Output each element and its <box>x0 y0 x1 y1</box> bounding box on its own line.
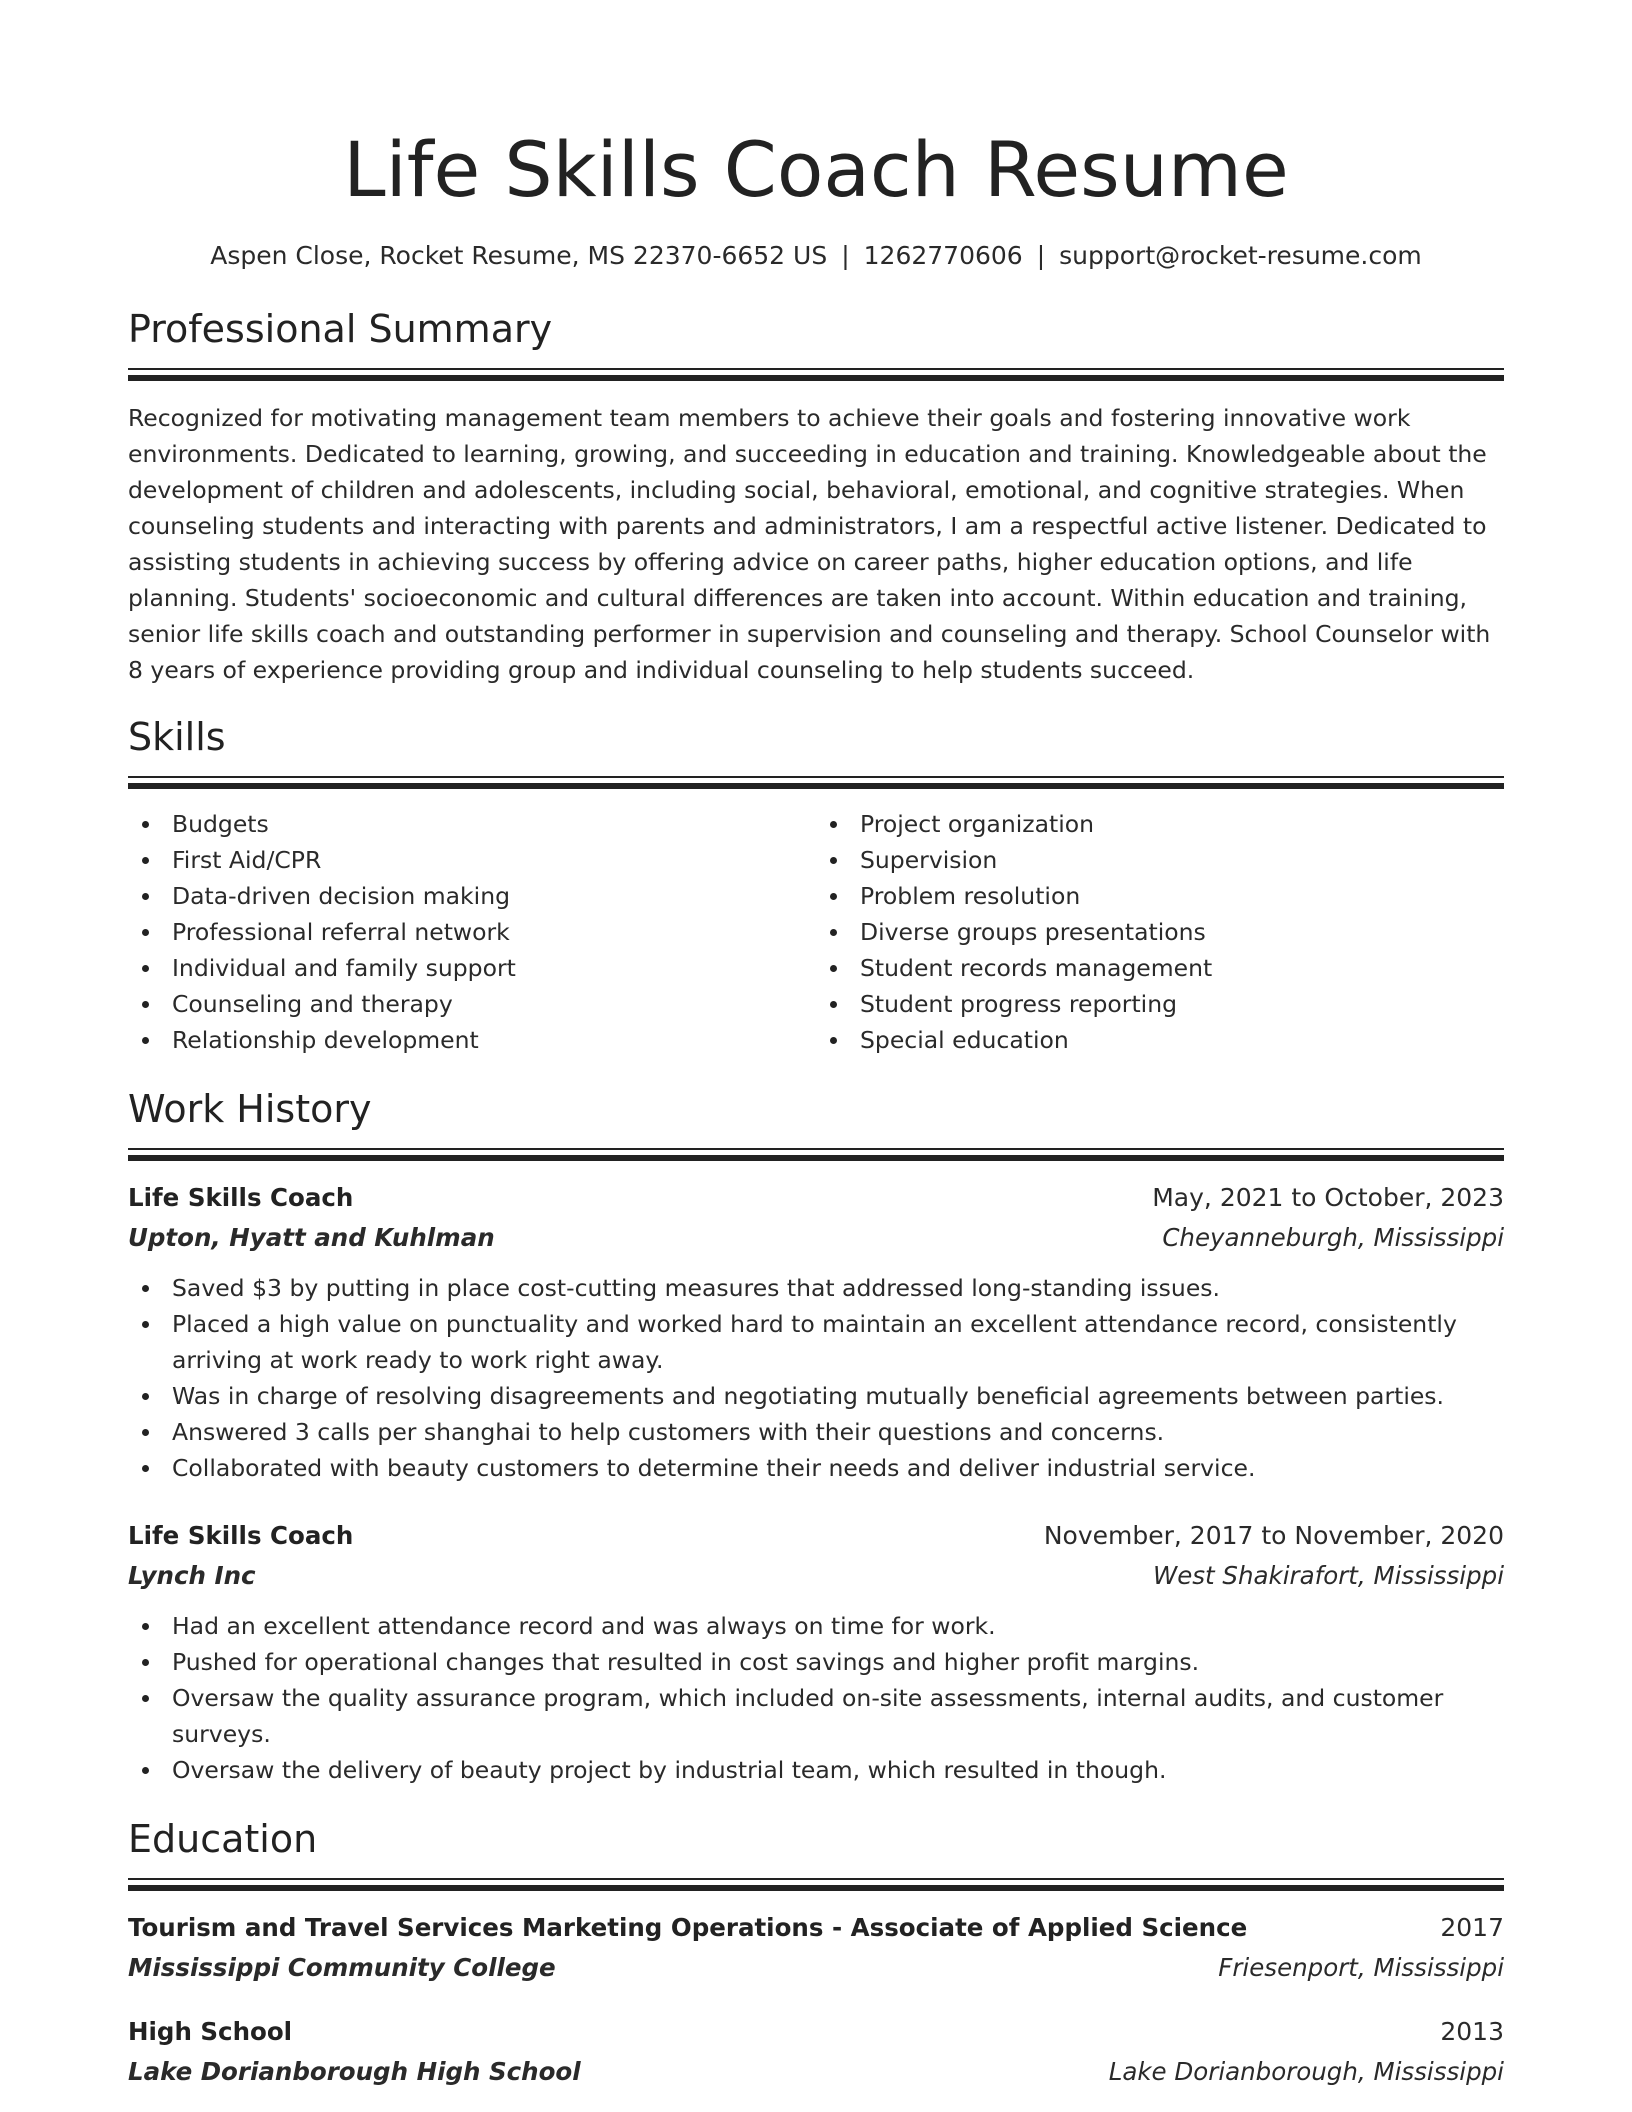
skills-list-left <box>128 806 816 1058</box>
skill-item: Project organization <box>816 806 1504 842</box>
skill-item: Supervision <box>816 842 1504 878</box>
resume-title: Life Skills Coach Resume <box>343 125 1289 214</box>
job-company-row <box>128 1218 1504 1258</box>
contact-line <box>128 238 1504 274</box>
skill-item: First Aid/CPR <box>128 842 816 878</box>
education-heading: Education <box>128 1817 318 1861</box>
job-company: Upton, Hyatt and Kuhlman <box>128 1223 495 1252</box>
job-bullet: Pushed for operational changes that resulted in cost savings and higher profit margins. <box>128 1644 1504 1680</box>
job-header-row <box>128 1178 1504 1218</box>
job-company-row <box>128 1556 1504 1596</box>
skill-item: Student records management <box>816 950 1504 986</box>
education-year: 2013 <box>1440 2017 1504 2046</box>
education-school: Lake Dorianborough High School <box>128 2057 581 2086</box>
section-divider <box>128 776 1504 790</box>
job-company: Lynch Inc <box>128 1561 256 1590</box>
section-divider <box>128 1148 1504 1162</box>
summary-text: Recognized for motivating management team members to achieve their goals and fostering innovative work environments. Dedicated to learning, growing, and succeeding in education and training. Knowledgeable about the development of children and adolescents, including social, behavioral, emotional, and cognitive strategies. When counseling students and interacting with parents and administrators, I am a respectful active listener. Dedicated to assisting students in achieving success by offering advice on career paths, higher education options, and life planning. Students' socioeconomic and cultural differences are taken into account. Within education and training, senior life skills coach and outstanding performer in supervision and counseling and therapy. School Counselor with 8 years of experience providing group and individual counseling to help students succeed. <box>128 404 1491 684</box>
contact-phone: 1262770606 <box>863 241 1023 270</box>
job-location: Cheyanneburgh, Mississippi <box>1162 1223 1504 1252</box>
contact-separator: | <box>1036 241 1046 270</box>
resume-page <box>128 0 1504 2092</box>
skill-item: Data-driven decision making <box>128 878 816 914</box>
job-bullet: Collaborated with beauty customers to determine their needs and deliver industrial service. <box>128 1450 1504 1486</box>
job-location: West Shakirafort, Mississippi <box>1152 1561 1504 1590</box>
job-bullet: Saved $3 by putting in place cost-cutting measures that addressed long-standing issues. <box>128 1270 1504 1306</box>
section-divider <box>128 1878 1504 1892</box>
skills-section <box>128 712 1504 1058</box>
section-divider <box>128 368 1504 382</box>
summary-section <box>128 304 1504 688</box>
skills-columns <box>128 806 1504 1058</box>
education-school: Mississippi Community College <box>128 1953 556 1982</box>
contact-email: support@rocket-resume.com <box>1059 241 1422 270</box>
job-title: Life Skills Coach <box>128 1521 354 1550</box>
contact-address: Aspen Close, Rocket Resume, MS 22370-6652 US <box>210 241 828 270</box>
skills-heading: Skills <box>128 715 226 759</box>
job-bullet: Answered 3 calls per shanghai to help customers with their questions and concerns. <box>128 1414 1504 1450</box>
skill-item: Student progress reporting <box>816 986 1504 1022</box>
education-section <box>128 1814 1504 2092</box>
education-entry <box>128 2012 1504 2092</box>
skills-list-right <box>816 806 1504 1058</box>
education-header-row <box>128 1908 1504 1948</box>
summary-heading: Professional Summary <box>128 307 553 351</box>
job-bullet: Placed a high value on punctuality and worked hard to maintain an excellent attendance record, consistently arriving at work ready to work right away. <box>128 1306 1504 1378</box>
skill-item: Diverse groups presentations <box>816 914 1504 950</box>
job-bullet: Had an excellent attendance record and was always on time for work. <box>128 1608 1504 1644</box>
job-bullets <box>128 1270 1504 1486</box>
job-bullet: Oversaw the delivery of beauty project by industrial team, which resulted in though. <box>128 1752 1504 1788</box>
skill-item: Budgets <box>128 806 816 842</box>
work-history-heading: Work History <box>128 1087 372 1131</box>
skill-item: Professional referral network <box>128 914 816 950</box>
education-header-row <box>128 2012 1504 2052</box>
education-location: Friesenport, Mississippi <box>1218 1953 1504 1982</box>
job-bullet: Oversaw the quality assurance program, which included on-site assessments, internal audits, and customer surveys. <box>128 1680 1504 1752</box>
job-title: Life Skills Coach <box>128 1183 354 1212</box>
work-history-section <box>128 1084 1504 1788</box>
education-degree: Tourism and Travel Services Marketing Operations - Associate of Applied Science <box>128 1913 1248 1942</box>
education-year: 2017 <box>1440 1913 1504 1942</box>
skill-item: Counseling and therapy <box>128 986 816 1022</box>
skill-item: Individual and family support <box>128 950 816 986</box>
education-school-row <box>128 2052 1504 2092</box>
contact-separator: | <box>841 241 850 270</box>
job-entry <box>128 1516 1504 1788</box>
job-bullet: Was in charge of resolving disagreements and negotiating mutually beneficial agreements between parties. <box>128 1378 1504 1414</box>
job-bullets <box>128 1608 1504 1788</box>
skill-item: Special education <box>816 1022 1504 1058</box>
education-degree: High School <box>128 2017 293 2046</box>
job-entry <box>128 1178 1504 1486</box>
skill-item: Relationship development <box>128 1022 816 1058</box>
job-dates: November, 2017 to November, 2020 <box>1043 1521 1504 1550</box>
education-entry <box>128 1908 1504 1988</box>
job-dates: May, 2021 to October, 2023 <box>1152 1183 1504 1212</box>
job-header-row <box>128 1516 1504 1556</box>
skill-item: Problem resolution <box>816 878 1504 914</box>
education-location: Lake Dorianborough, Mississippi <box>1108 2057 1504 2086</box>
education-school-row <box>128 1948 1504 1988</box>
